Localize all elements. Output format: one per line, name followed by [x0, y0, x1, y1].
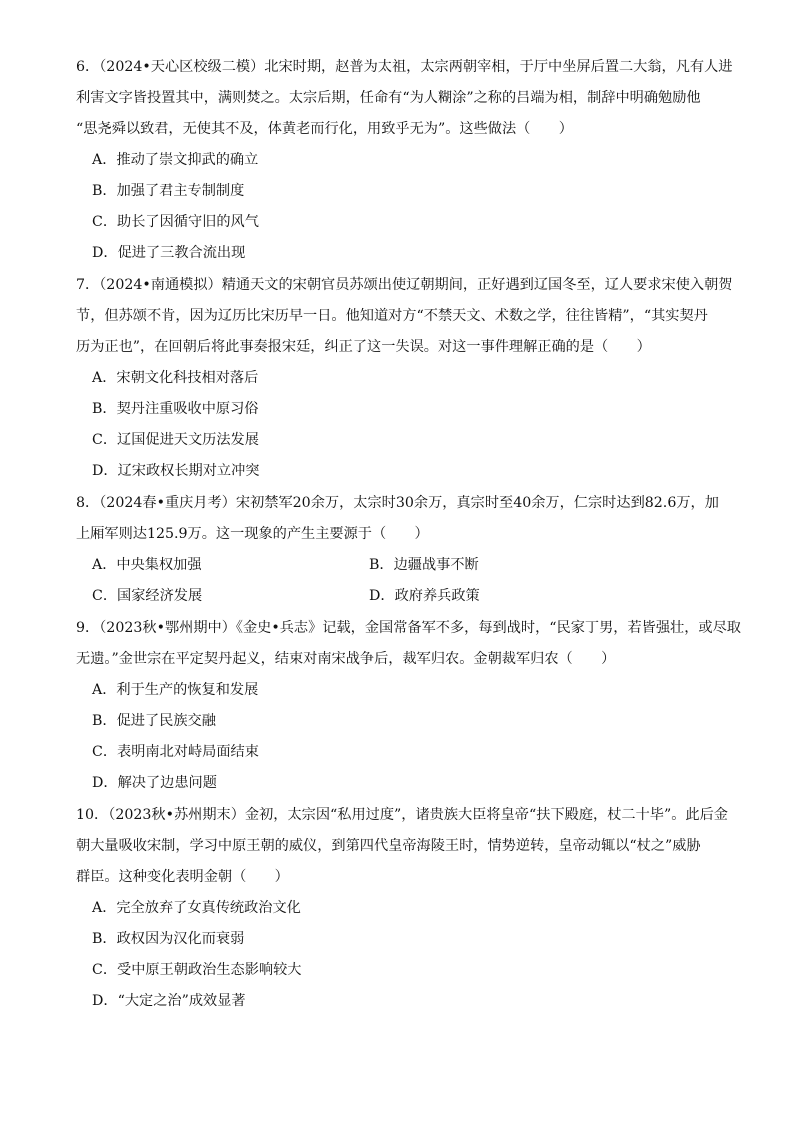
- question-10-option-b: B．政权因为汉化而衰弱: [92, 931, 245, 947]
- question-8-option-c: C．国家经济发展: [92, 588, 203, 604]
- question-8-option-b: B．边疆战事不断: [369, 557, 479, 573]
- question-10-option-d: D．“大定之治”成效显著: [92, 993, 246, 1009]
- question-7-option-d: D．辽宋政权长期对立冲突: [92, 463, 260, 479]
- question-8: [76, 488, 726, 550]
- question-9-option-d: D．解决了边患问题: [92, 775, 217, 791]
- question-6-option-d: D．促进了三教合流出现: [92, 245, 246, 261]
- question-6-line-1: 6．（2024•天心区校级二模）北宋时期，赵普为太祖，太宗两朝宰相，于厅中坐屏后置二大翁，凡有人进: [76, 59, 733, 75]
- question-10-option-a: A．完全放弃了女真传统政治文化: [92, 900, 301, 916]
- question-8-line-2: 上厢军则达125.9万。这一现象的产生主要源于（ ）: [76, 526, 429, 542]
- question-6: [76, 52, 733, 145]
- question-8-line-1: 8．（2024春•重庆月考）宋初禁军20余万，太宗时30余万，真宗时至40余万，仁宗时达到82.6万，加: [76, 495, 719, 511]
- question-9-option-c: C．表明南北对峙局面结束: [92, 744, 259, 760]
- question-7-line-2: 节，但苏颂不肯，因为辽历比宋历早一日。他知道对方“不禁天文、术数之学，往往皆精”，“其实契丹: [76, 308, 708, 324]
- question-9-line-2: 无遗。”金世宗在平定契丹起义，结束对南宋战争后，裁军归农。金朝裁军归农（ ）: [76, 651, 616, 667]
- question-6-option-b: B．加强了君主专制制度: [92, 183, 245, 199]
- question-7: [76, 270, 733, 363]
- question-10-line-1: 10．（2023秋•苏州期末）金初，太宗因“私用过度”，诸贵族大臣将皇帝“扶下殿庭，杖二十毕”。此后金: [76, 807, 728, 823]
- question-7-option-b: B．契丹注重吸收中原习俗: [92, 401, 259, 417]
- question-6-option-a: A．推动了崇文抑武的确立: [92, 152, 259, 168]
- question-7-line-1: 7．（2024•南通模拟）精通天文的宋朝官员苏颂出使辽朝期间，正好遇到辽国冬至，辽人要求宋使入朝贺: [76, 277, 733, 293]
- question-10-line-2: 朝大量吸收宋制，学习中原王朝的威仪，到第四代皇帝海陵王时，情势逆转，皇帝动辄以“杖之”威胁: [76, 838, 701, 854]
- question-9: [76, 613, 741, 675]
- question-6-line-2: 利害文字皆投置其中，满则焚之。太宗后期，任命有“为人糊涂”之称的吕端为相，制辞中明确勉励他: [76, 90, 701, 106]
- question-9-option-b: B．促进了民族交融: [92, 713, 216, 729]
- question-10-option-c: C．受中原王朝政治生态影响较大: [92, 962, 302, 978]
- question-6-option-c: C．助长了因循守旧的风气: [92, 214, 259, 230]
- question-7-line-3: 历为正也”，在回朝后将此事奏报宋廷，纠正了这一失误。对这一事件理解正确的是（ ）: [76, 339, 651, 355]
- question-8-option-a: A．中央集权加强: [92, 557, 202, 573]
- question-7-option-c: C．辽国促进天文历法发展: [92, 432, 259, 448]
- question-8-option-d: D．政府养兵政策: [369, 588, 480, 604]
- question-10: [76, 800, 726, 893]
- question-7-option-a: A．宋朝文化科技相对落后: [92, 370, 259, 386]
- question-9-option-a: A．利于生产的恢复和发展: [92, 682, 259, 698]
- question-9-line-1: 9．（2023秋•鄂州期中）《金史•兵志》记载，金国常备军不多，每到战时，“民家丁男，若皆强壮，或尽取: [76, 620, 741, 636]
- question-10-line-3: 群臣。这种变化表明金朝（ ）: [76, 869, 289, 885]
- question-6-line-3: “思尧舜以致君，无使其不及，体黄老而行化，用致乎无为”。这些做法（ ）: [76, 121, 573, 137]
